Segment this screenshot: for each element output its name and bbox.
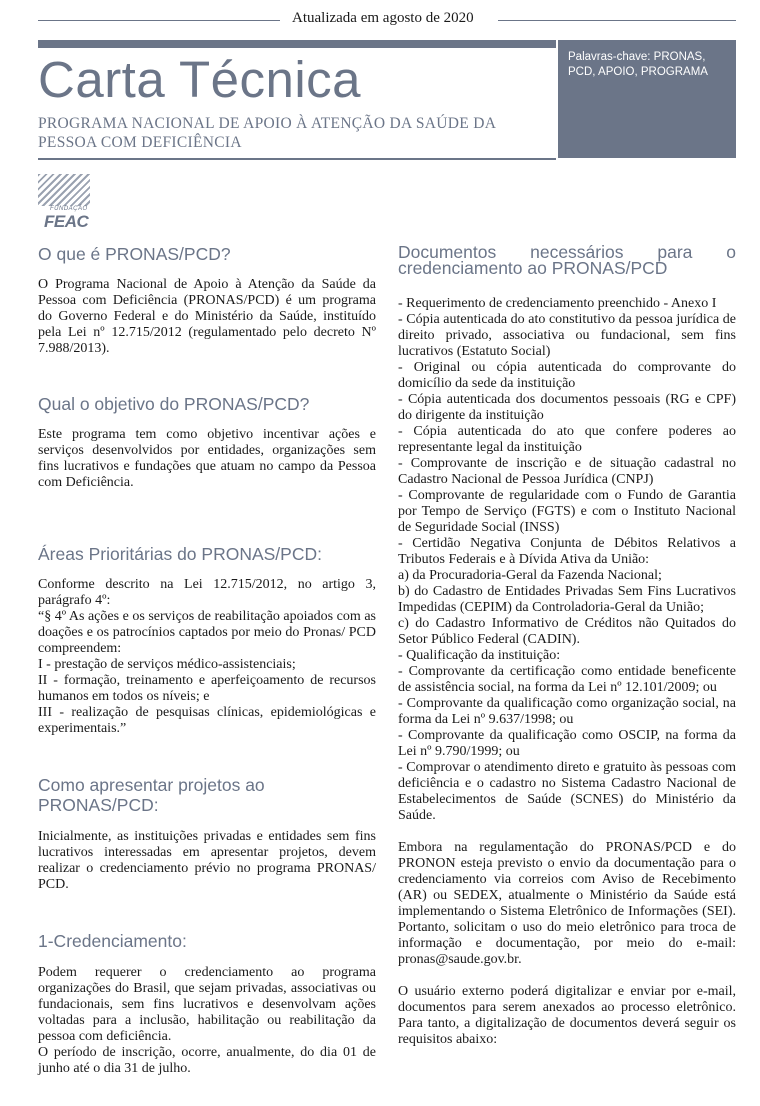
section-title-priority-areas: Áreas Prioritárias do PRONAS/PCD: <box>38 544 322 564</box>
document-item: - Comprovante da qualificação como organização social, na forma da Lei nº 9.637/1998; ou <box>398 696 736 727</box>
section-body-objective: Este programa tem como objetivo incentivar ações e serviços desenvolvidos por entidades, organizações sem fins lucrativos e fundações que atuam no campo da Pessoa com Deficiência. <box>38 427 376 490</box>
priority-line-iii: III - realização de pesquisas clínicas, epidemiológicas e experimentais.” <box>38 705 376 736</box>
updated-date: Atualizada em agosto de 2020 <box>292 10 474 26</box>
document-item: - Comprovar o atendimento direto e gratuito às pessoas com deficiência e o cadastro no Sistema Cadastro Nacional de Estabelecimentos de Saúde (SCNES) do Ministério da Saúde. <box>398 760 736 823</box>
priority-line-ii: II - formação, treinamento e aperfeiçoamento de recursos humanos em todos os níveis; e <box>38 673 376 704</box>
logo-small-text: FUNDAÇÃO <box>50 206 88 212</box>
logo-stripes <box>38 174 90 206</box>
top-rule-left <box>38 20 280 21</box>
document-item: - Comprovante de regularidade com o Fundo de Garantia por Tempo de Serviço (FGTS) e com o Instituto Nacional de Seguridade Social (INSS) <box>398 488 736 535</box>
document-title: Carta Técnica <box>38 51 362 108</box>
document-item: - Requerimento de credenciamento preenchido - Anexo I <box>398 296 717 311</box>
document-item: b) do Cadastro de Entidades Privadas Sem Fins Lucrativos Impedidas (CEPIM) da Controladoria-Geral da União; <box>398 584 736 615</box>
document-item: - Comprovante da qualificação como OSCIP, na forma da Lei nº 9.790/1999; ou <box>398 728 736 759</box>
header-top-bar <box>38 40 556 48</box>
priority-line-i: I - prestação de serviços médico-assistenciais; <box>38 657 296 672</box>
documents-list <box>398 296 736 824</box>
document-item: - Cópia autenticada do ato que confere poderes ao representante legal da instituição <box>398 424 736 455</box>
document-item: c) do Cadastro Informativo de Créditos não Quitados do Setor Público Federal (CADIN). <box>398 616 736 647</box>
document-item: - Comprovante de inscrição e de situação cadastral no Cadastro Nacional de Pessoa Jurídica (CNPJ) <box>398 456 736 487</box>
document-header <box>38 40 736 158</box>
document-item: a) da Procuradoria-Geral da Fazenda Nacional; <box>398 568 662 583</box>
section-title-what-is: O que é PRONAS/PCD? <box>38 244 231 264</box>
section-title-credenciamento: 1-Credenciamento: <box>38 931 187 951</box>
credenciamento-period: O período de inscrição, ocorre, anualmente, do dia 01 de junho até o dia 31 de julho. <box>38 1045 376 1076</box>
logo-big-text: FEAC <box>44 212 89 231</box>
document-item: - Certidão Negativa Conjunta de Débitos Relativos a Tributos Federais e à Dívida Ativa da União: <box>398 536 736 567</box>
document-subtitle: PROGRAMA NACIONAL DE APOIO À ATENÇÃO DA SAÚDE DA PESSOA COM DEFICIÊNCIA <box>38 115 496 151</box>
priority-line-quote: “§ 4º As ações e os serviços de reabilitação apoiados com as doações e os patrocínios captados por meio do Pronas/ PCD compreendem: <box>38 609 376 656</box>
section-title-objective: Qual o objetivo do PRONAS/PCD? <box>38 394 310 414</box>
left-column <box>38 244 376 1077</box>
section-title-documents: Documentos necessários para o credenciamento ao PRONAS/PCD <box>398 242 736 278</box>
keywords-text: Palavras-chave: PRONAS, PCD, APOIO, PROGRAMA <box>568 51 708 78</box>
right-column <box>398 244 736 1048</box>
sei-paragraph: Embora na regulamentação do PRONAS/PCD e do PRONON esteja previsto o envio da documentação para o credenciamento via correios com Aviso de Recebimento (AR) ou SEDEX, atualmente o Ministério da Saúde está implementando o Sistema Eletrônico de Informações (SEI). Portanto, solicitam o uso do meio eletrônico para troca de informação e documentação, por meio do e-mail: pronas@saude.gov.br. <box>398 840 736 967</box>
document-item: - Cópia autenticada dos documentos pessoais (RG e CPF) do dirigente da instituição <box>398 392 736 423</box>
credenciamento-body: Podem requerer o credenciamento ao programa organizações do Brasil, que sejam privadas, associativas ou fundacionais, sem fins lucrativos e desenvolvam ações voltadas para a inclusão, habilitação ou reabilitação da pessoa com deficiência. <box>38 965 376 1044</box>
section-body-what-is: O Programa Nacional de Apoio à Atenção da Saúde da Pessoa com Deficiência (PRONAS/PCD) é um programa do Governo Federal e do Ministério da Saúde, instituído pela Lei nº 12.715/2012 (regulamentado pelo decreto Nº 7.988/2013). <box>38 277 376 356</box>
document-item: - Original ou cópia autenticada do comprovante do domicílio da sede da instituição <box>398 360 736 391</box>
header-bottom-rule <box>38 158 556 160</box>
feac-logo <box>38 174 90 232</box>
digitalization-paragraph: O usuário externo poderá digitalizar e enviar por e-mail, documentos para serem anexados ao processo eletrônico. Para tanto, a digitalização de documentos deverá seguir os requisitos abaixo: <box>398 984 736 1047</box>
document-item: - Cópia autenticada do ato constitutivo da pessoa jurídica de direito privado, associativa ou fundacional, sem fins lucrativos (Estatuto Social) <box>398 312 736 359</box>
document-item: - Qualificação da instituição: <box>398 648 561 663</box>
section-body-how-to-present: Inicialmente, as instituições privadas e entidades sem fins lucrativos interessadas em apresentar projetos, devem realizar o credenciamento prévio no programa PRONAS/ PCD. <box>38 829 376 892</box>
document-item: - Comprovante da certificação como entidade beneficente de assistência social, na forma da Lei nº 12.101/2009; ou <box>398 664 736 695</box>
top-rule-right <box>498 20 736 21</box>
section-title-how-to-present: Como apresentar projetos ao PRONAS/PCD: <box>38 775 265 815</box>
keywords-box <box>558 40 736 158</box>
priority-line-intro: Conforme descrito na Lei 12.715/2012, no artigo 3, parágrafo 4º: <box>38 577 376 608</box>
